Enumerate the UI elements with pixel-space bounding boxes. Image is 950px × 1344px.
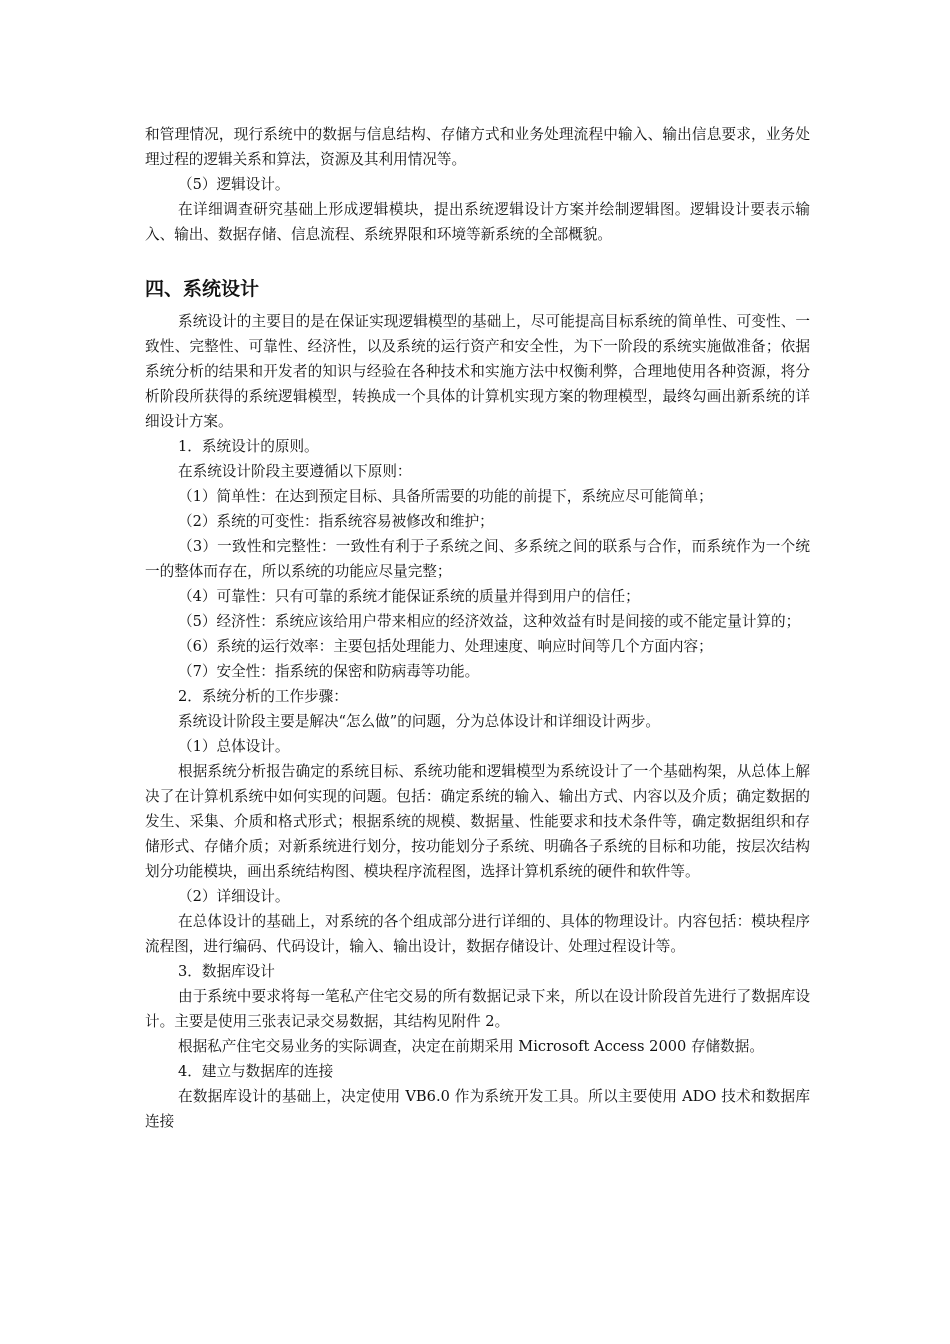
paragraph: 4．建立与数据库的连接 (178, 1063, 334, 1080)
paragraph: 根据系统分析报告确定的系统目标、系统功能和逻辑模型为系统设计了一个基础构架，从总体上解决了在计算机系统中如何实现的问题。包括：确定系统的输入、输出方式、内容以及介质；确定数据的发生、采集、介质和格式形式；根据系统的规模、数据量、性能要求和技术条件等，确定数据组织和存储形式、存储介质；对新系统进行划分，按功能划分子系统、明确各子系统的目标和功能，按层次结构划分功能模块，画出系统结构图、模块程序流程图，选择计算机系统的硬件和软件等。 (145, 763, 810, 880)
paragraph: 和管理情况，现行系统中的数据与信息结构、存储方式和业务处理流程中输入、输出信息要求，业务处理过程的逻辑关系和算法，资源及其利用情况等。 (145, 126, 810, 168)
paragraph: 系统设计的主要目的是在保证实现逻辑模型的基础上，尽可能提高目标系统的简单性、可变性、一致性、完整性、可靠性、经济性，以及系统的运行资产和安全性，为下一阶段的系统实施做准备；依据系统分析的结果和开发者的知识与经验在各种技术和实施方法中权衡利弊，合理地使用各种资源，将分析阶段所获得的系统逻辑模型，转换成一个具体的计算机实现方案的物理模型，最终勾画出新系统的详细设计方案。 (145, 313, 810, 430)
paragraph: 在总体设计的基础上，对系统的各个组成部分进行详细的、具体的物理设计。内容包括：模块程序流程图，进行编码、代码设计，输入、输出设计，数据存储设计、处理过程设计等。 (145, 913, 810, 955)
paragraph: 在数据库设计的基础上，决定使用 VB6.0 作为系统开发工具。所以主要使用 ADO 技术和数据库连接 (145, 1088, 810, 1130)
paragraph: （3）一致性和完整性：一致性有利于子系统之间、多系统之间的联系与合作，而系统作为一个统一的整体而存在，所以系统的功能应尽量完整； (145, 538, 810, 580)
paragraph: 根据私产住宅交易业务的实际调查，决定在前期采用 Microsoft Access 2000 存储数据。 (178, 1038, 764, 1055)
paragraph: 2．系统分析的工作步骤： (178, 688, 348, 705)
paragraph: （6）系统的运行效率：主要包括处理能力、处理速度、响应时间等几个方面内容； (178, 638, 713, 655)
paragraph: （1）简单性：在达到预定目标、具备所需要的功能的前提下，系统应尽可能简单； (178, 488, 713, 505)
paragraph: 1．系统设计的原则。 (178, 438, 319, 455)
paragraph: 在系统设计阶段主要遵循以下原则： (178, 463, 412, 480)
paragraph: 由于系统中要求将每一笔私产住宅交易的所有数据记录下来，所以在设计阶段首先进行了数据库设计。主要是使用三张表记录交易数据，其结构见附件 2。 (145, 988, 810, 1030)
paragraph: （5）逻辑设计。 (178, 176, 290, 193)
document-page (145, 122, 810, 1134)
paragraph: 在详细调查研究基础上形成逻辑模块，提出系统逻辑设计方案并绘制逻辑图。逻辑设计要表示输入、输出、数据存储、信息流程、系统界限和环境等新系统的全部概貌。 (145, 201, 810, 243)
paragraph: （2）详细设计。 (178, 888, 290, 905)
paragraph: 系统设计阶段主要是解决“怎么做”的问题，分为总体设计和详细设计两步。 (178, 713, 660, 730)
section-heading: 四、系统设计 (145, 278, 260, 300)
paragraph: （2）系统的可变性：指系统容易被修改和维护； (178, 513, 494, 530)
paragraph: （7）安全性：指系统的保密和防病毒等功能。 (178, 663, 480, 680)
paragraph: （5）经济性：系统应该给用户带来相应的经济效益，这种效益有时是间接的或不能定量计算的； (178, 613, 801, 630)
paragraph: （4）可靠性：只有可靠的系统才能保证系统的质量并得到用户的信任； (178, 588, 640, 605)
paragraph: 3．数据库设计 (178, 963, 275, 980)
paragraph: （1）总体设计。 (178, 738, 290, 755)
